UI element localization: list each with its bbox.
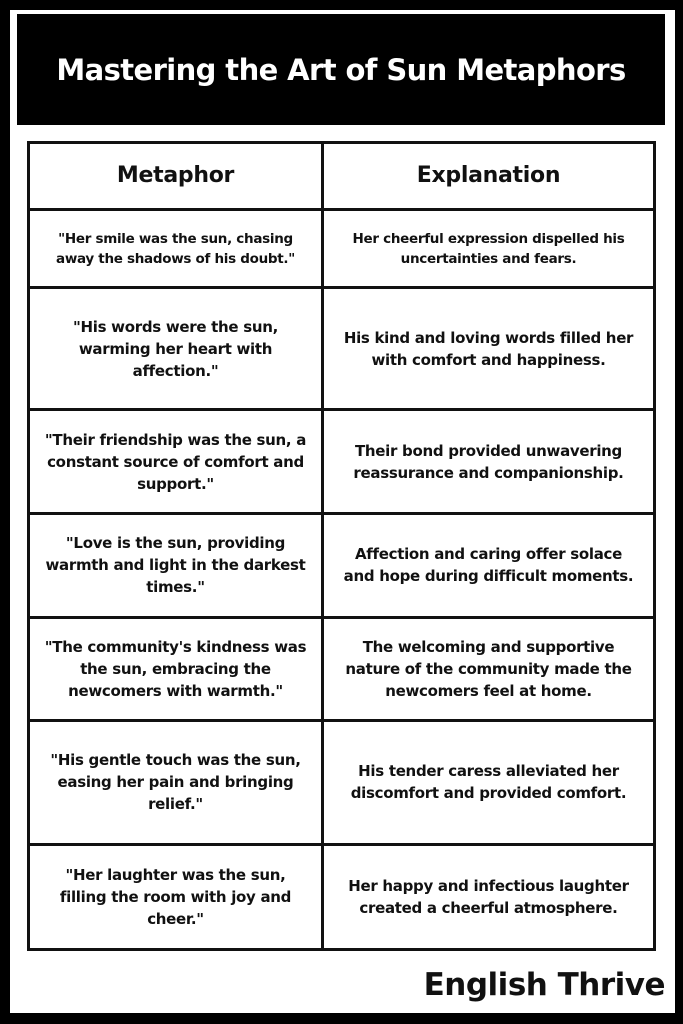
table-row [29, 720, 655, 844]
table-row [29, 514, 655, 617]
explanation-cell: Her happy and infectious laughter created a cheerful atmosphere. [323, 844, 655, 949]
table-row [29, 210, 655, 288]
metaphor-cell: "The community's kindness was the sun, embracing the newcomers with warmth." [29, 617, 323, 720]
explanation-cell: His tender caress alleviated her discomfort and provided comfort. [323, 720, 655, 844]
metaphor-cell: "Her smile was the sun, chasing away the shadows of his doubt." [29, 210, 323, 288]
metaphor-table [27, 141, 656, 951]
explanation-cell: Their bond provided unwavering reassurance and companionship. [323, 410, 655, 514]
table-row [29, 617, 655, 720]
metaphor-cell: "Love is the sun, providing warmth and light in the darkest times." [29, 514, 323, 617]
metaphor-cell: "His gentle touch was the sun, easing her pain and bringing relief." [29, 720, 323, 844]
table-header-row [29, 143, 655, 210]
table-row [29, 844, 655, 949]
metaphor-cell: "Their friendship was the sun, a constant source of comfort and support." [29, 410, 323, 514]
explanation-cell: Her cheerful expression dispelled his uncertainties and fears. [323, 210, 655, 288]
explanation-cell: The welcoming and supportive nature of the community made the newcomers feel at home. [323, 617, 655, 720]
header-explanation: Explanation [323, 143, 655, 210]
metaphor-cell: "Her laughter was the sun, filling the room with joy and cheer." [29, 844, 323, 949]
page-title: Mastering the Art of Sun Metaphors [17, 14, 665, 125]
metaphor-cell: "His words were the sun, warming her heart with affection." [29, 288, 323, 410]
header-metaphor: Metaphor [29, 143, 323, 210]
table-row [29, 410, 655, 514]
table-row [29, 288, 655, 410]
brand-footer: English Thrive [423, 967, 665, 1003]
explanation-cell: His kind and loving words filled her with comfort and happiness. [323, 288, 655, 410]
page-panel [10, 10, 675, 1013]
explanation-cell: Affection and caring offer solace and hope during difficult moments. [323, 514, 655, 617]
